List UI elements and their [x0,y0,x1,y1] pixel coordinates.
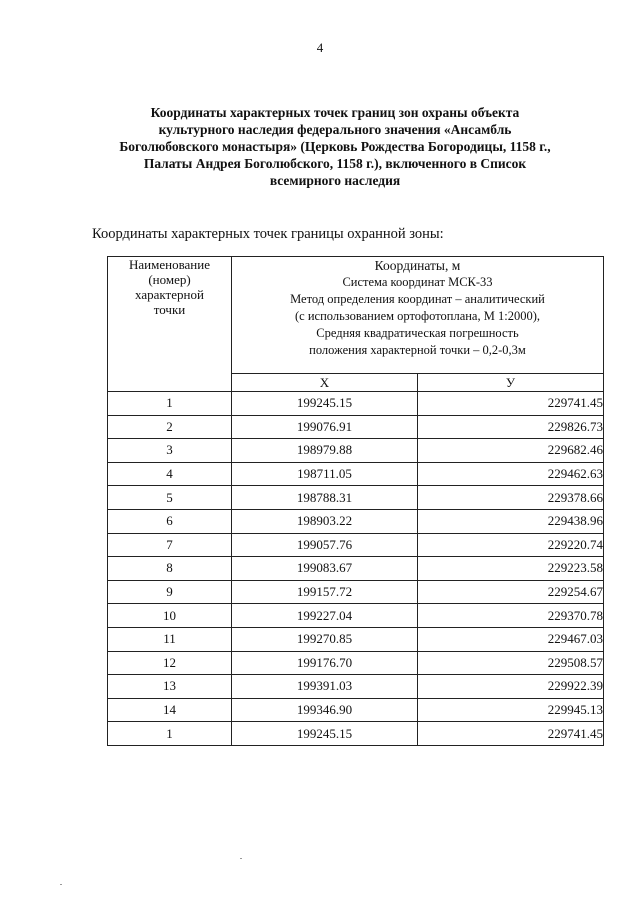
coord-x: 199245.15 [232,722,418,746]
table-body [108,392,604,746]
table-row [108,392,604,416]
table-header-row [108,257,604,374]
coord-x: 199270.85 [232,627,418,651]
point-number: 10 [108,604,232,628]
header-name-line: Наименование [129,257,210,272]
coord-y: 229223.58 [418,557,604,581]
point-number: 3 [108,439,232,463]
header-y: У [418,374,604,392]
table-row [108,439,604,463]
point-number: 1 [108,722,232,746]
coord-x: 198711.05 [232,462,418,486]
coord-x: 199227.04 [232,604,418,628]
coord-y: 229254.67 [418,580,604,604]
coord-x: 198788.31 [232,486,418,510]
table-row [108,533,604,557]
title-line: Координаты характерных точек границ зон охраны объекта [150,105,520,120]
point-number: 2 [108,415,232,439]
point-number: 5 [108,486,232,510]
header-coord-line: Метод определения координат – аналитический [290,292,545,306]
table-row [108,604,604,628]
scan-speck [240,858,242,859]
header-coord-line: положения характерной точки – 0,2-0,3м [309,343,526,357]
title-line: культурного наследия федерального значения «Ансамбль [158,122,512,137]
page-number: 4 [316,40,324,55]
coord-y: 229438.96 [418,509,604,533]
coord-x: 199391.03 [232,675,418,699]
point-number: 6 [108,509,232,533]
coord-y: 229508.57 [418,651,604,675]
coord-y: 229741.45 [418,392,604,416]
point-number: 4 [108,462,232,486]
coord-y: 229682.46 [418,439,604,463]
table-row [108,698,604,722]
header-name-line: (номер) [148,272,191,287]
header-name-line: характерной [135,287,204,302]
coord-y: 229741.45 [418,722,604,746]
title-line: Палаты Андрея Боголюбского, 1158 г.), включенного в Список [143,156,527,171]
header-coord-line: Средняя квадратическая погрешность [316,326,519,340]
coord-y: 229922.39 [418,675,604,699]
title-line: всемирного наследия [269,173,401,188]
coord-x: 198979.88 [232,439,418,463]
coord-x: 199346.90 [232,698,418,722]
coord-x: 199057.76 [232,533,418,557]
coord-y: 229220.74 [418,533,604,557]
point-number: 14 [108,698,232,722]
table-row [108,627,604,651]
intro-text: Координаты характерных точек границы охранной зоны: [92,226,444,242]
point-number: 13 [108,675,232,699]
point-number: 11 [108,627,232,651]
table-row [108,509,604,533]
coord-x: 199157.72 [232,580,418,604]
coord-y: 229370.78 [418,604,604,628]
point-number: 12 [108,651,232,675]
table-row [108,651,604,675]
table-row [108,675,604,699]
coord-x: 198903.22 [232,509,418,533]
title-line: Боголюбовского монастыря» (Церковь Рождества Богородицы, 1158 г., [119,139,551,154]
header-x: X [232,374,418,392]
point-number: 1 [108,392,232,416]
coord-y: 229467.03 [418,627,604,651]
table-row [108,557,604,581]
scan-speck [60,884,62,885]
header-coord-line: (с использованием ортофотоплана, М 1:2000), [295,309,540,323]
table-row [108,415,604,439]
coord-x: 199083.67 [232,557,418,581]
header-coord-line: Координаты, м [374,258,461,273]
header-point-name [108,257,232,392]
table-row [108,486,604,510]
table-row [108,462,604,486]
coord-y: 229462.63 [418,462,604,486]
coord-x: 199076.91 [232,415,418,439]
point-number: 9 [108,580,232,604]
coord-x: 199176.70 [232,651,418,675]
table-row [108,580,604,604]
point-number: 8 [108,557,232,581]
header-coordinates [232,257,604,374]
coord-y: 229378.66 [418,486,604,510]
coord-y: 229945.13 [418,698,604,722]
point-number: 7 [108,533,232,557]
coord-x: 199245.15 [232,392,418,416]
table-row [108,722,604,746]
coord-y: 229826.73 [418,415,604,439]
coordinates-table [107,256,604,746]
header-name-line: точки [153,302,186,317]
document-title [80,104,590,189]
header-coord-line: Система координат МСК-33 [342,275,493,289]
